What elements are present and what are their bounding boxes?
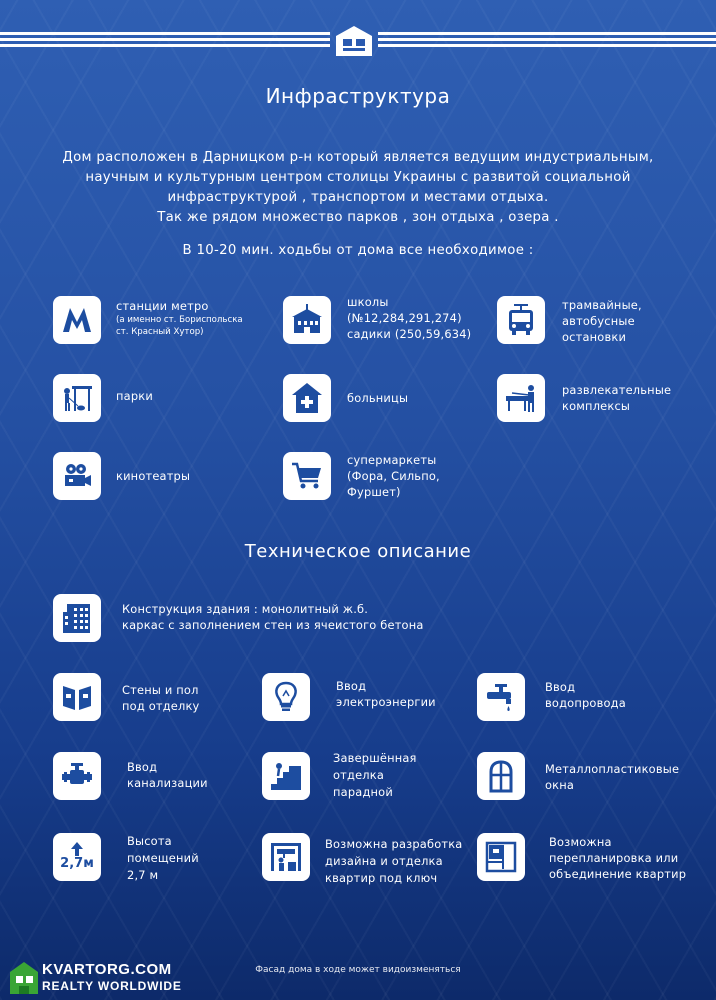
water-line-1: Ввод (545, 680, 576, 694)
cart-icon (283, 452, 331, 500)
construction-line-2: каркас с заполнением стен из ячеистого бетона (122, 618, 424, 632)
walls-line-1: Стены и пол (122, 683, 199, 697)
planning-line-3: объединение квартир (549, 867, 687, 881)
ceiling-line-2: помещений (127, 851, 199, 865)
ceiling-line-3: 2,7 м (127, 868, 159, 882)
bulb-icon (262, 673, 310, 721)
lobby-line-3: парадной (333, 785, 393, 799)
water-line-2: водопровода (545, 696, 626, 710)
pipe-icon (53, 752, 101, 800)
planning-line-1: Возможна (549, 835, 612, 849)
stairs-icon (262, 752, 310, 800)
floor-plan-icon (477, 833, 525, 881)
schools-numbers: (№12,284,291,274) (347, 311, 462, 325)
house-logo-icon (334, 24, 374, 58)
facade-note: Фасад дома в ходе может видоизменяться (255, 965, 461, 975)
supermarkets-line-3: Фуршет) (347, 485, 401, 499)
planning-line-2: перепланировка или (549, 851, 679, 865)
lobby-line-1: Завершённая (333, 751, 417, 765)
tram-icon (497, 296, 545, 344)
metro-detail-2: ст. Красный Хутор) (116, 327, 204, 337)
schools-label: школы (347, 295, 389, 309)
entertainment-line-1: развлекательные (562, 383, 672, 397)
cinemas-label: кинотеатры (116, 469, 191, 483)
building-icon (53, 594, 101, 642)
entertainment-line-2: комплексы (562, 399, 631, 413)
walls-icon (53, 673, 101, 721)
logo-name: KVARTORG.COM (42, 961, 172, 978)
electricity-line-2: электроэнергии (336, 695, 436, 709)
design-line-3: квартир под ключ (325, 871, 438, 885)
design-icon (262, 833, 310, 881)
metro-icon (53, 296, 101, 344)
windows-line-1: Металлопластиковые (545, 762, 680, 776)
arrow-up-icon (60, 842, 94, 856)
transport-line-1: трамвайные, (562, 298, 642, 312)
window-icon (477, 752, 525, 800)
faucet-icon (477, 673, 525, 721)
kindergartens-label: садики (250,59,634) (347, 327, 472, 341)
hospitals-label: больницы (347, 391, 409, 405)
film-camera-icon (53, 452, 101, 500)
windows-line-2: окна (545, 778, 575, 792)
walk-note: В 10-20 мин. ходьбы от дома все необходимое : (182, 243, 534, 258)
ceiling-line-1: Высота (127, 834, 172, 848)
walls-line-2: под отделку (122, 699, 200, 713)
park-icon (53, 374, 101, 422)
supermarkets-line-1: супермаркеты (347, 453, 437, 467)
electricity-line-1: Ввод (336, 679, 367, 693)
ceiling-height-icon-text: 2,7м (60, 856, 94, 871)
transport-line-3: остановки (562, 330, 627, 344)
construction-line-1: Конструкция здания : монолитный ж.б. (122, 602, 369, 616)
sewer-line-2: канализации (127, 776, 208, 790)
billiards-icon (497, 374, 545, 422)
design-line-2: дизайна и отделка (325, 854, 443, 868)
metro-detail-1: (а именно ст. Бориспольска (116, 315, 243, 325)
lobby-line-2: отделка (333, 768, 385, 782)
ceiling-height-icon (53, 833, 101, 881)
sewer-line-1: Ввод (127, 760, 158, 774)
supermarkets-line-2: (Фора, Сильпо, (347, 469, 440, 483)
metro-label: станции метро (116, 299, 209, 313)
parks-label: парки (116, 389, 153, 403)
design-line-1: Возможна разработка (325, 837, 463, 851)
school-icon (283, 296, 331, 344)
technical-title: Техническое описание (244, 541, 472, 562)
logo-subtitle: REALTY WORLDWIDE (42, 979, 182, 993)
infrastructure-title: Инфраструктура (265, 84, 451, 108)
intro-text: Дом расположен в Дарницком р-н который является ведущим индустриальным, научным и культурным центром столицы Украины с развитой социальной инфраструктурой , транспортом и местами отдыха. Так же рядом множество парков , зон отдыха , озера . (62, 150, 654, 225)
kvartorg-logo[interactable] (8, 960, 198, 996)
hospital-icon (283, 374, 331, 422)
transport-line-2: автобусные (562, 314, 635, 328)
